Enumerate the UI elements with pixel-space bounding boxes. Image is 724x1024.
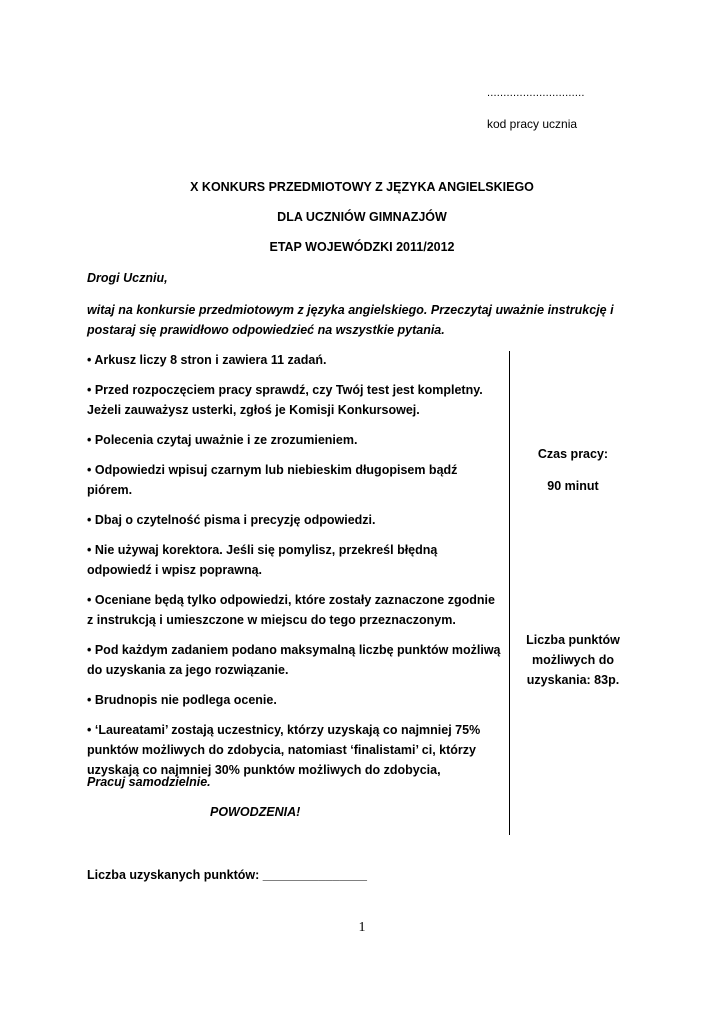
rule-item: • Brudnopis nie podlega ocenie. <box>87 693 277 707</box>
contest-stage: ETAP WOJEWÓDZKI 2011/2012 <box>269 240 455 254</box>
rule-item: • Odpowiedzi wpisuj czarnym lub niebieskim długopisem bądź piórem. <box>87 463 458 497</box>
column-divider <box>509 351 510 835</box>
good-luck-note: POWODZENIA! <box>210 805 301 819</box>
student-code-label: kod pracy ucznia <box>487 117 578 131</box>
rule-item: • Polecenia czytaj uważnie i ze zrozumieniem. <box>87 433 358 447</box>
greeting: Drogi Uczniu, <box>87 271 168 285</box>
contest-title: X KONKURS PRZEDMIOTOWY Z JĘZYKA ANGIELSKIEGO <box>190 180 534 194</box>
contest-audience: DLA UCZNIÓW GIMNAZJÓW <box>277 210 447 224</box>
rule-item: • Przed rozpoczęciem pracy sprawdź, czy Twój test jest kompletny. Jeżeli zauważysz usterki, zgłoś je Komisji Konkursowej. <box>87 383 483 417</box>
rules-list <box>87 350 502 780</box>
rule-item: • Oceniane będą tylko odpowiedzi, które zostały zaznaczone zgodnie z instrukcją i umieszczone w miejscu do tego przeznaczonym. <box>87 593 495 627</box>
rule-item: • Dbaj o czytelność pisma i precyzję odpowiedzi. <box>87 513 376 527</box>
rule-item: • Arkusz liczy 8 stron i zawiera 11 zadań. <box>87 353 327 367</box>
page-number: 1 <box>358 920 366 935</box>
intro-paragraph: witaj na konkursie przedmiotowym z języka angielskiego. Przeczytaj uważnie instrukcję i postaraj się prawidłowo odpowiedzieć na wszystkie pytania. <box>87 303 614 337</box>
student-code-dots: .............................. <box>487 87 585 99</box>
max-points-info: Liczba punktów możliwych do uzyskania: 83p. <box>526 633 620 687</box>
time-value: 90 minut <box>547 479 599 493</box>
rule-item: • Pod każdym zadaniem podano maksymalną liczbę punktów możliwą do uzyskania za jego rozwiązanie. <box>87 643 501 677</box>
time-label: Czas pracy: <box>537 447 609 461</box>
work-alone-note: Pracuj samodzielnie. <box>87 775 211 789</box>
score-field: Liczba uzyskanych punktów: _______________ <box>87 868 368 882</box>
rule-item: • ‘Laureatami’ zostają uczestnicy, którzy uzyskają co najmniej 75% punktów możliwych do zdobycia, natomiast ‘finalistami’ ci, którzy uzyskają co najmniej 30% punktów możliwych do zdobycia, <box>87 723 481 777</box>
rule-item: • Nie używaj korektora. Jeśli się pomylisz, przekreśl błędną odpowiedź i wpisz poprawną. <box>87 543 438 577</box>
